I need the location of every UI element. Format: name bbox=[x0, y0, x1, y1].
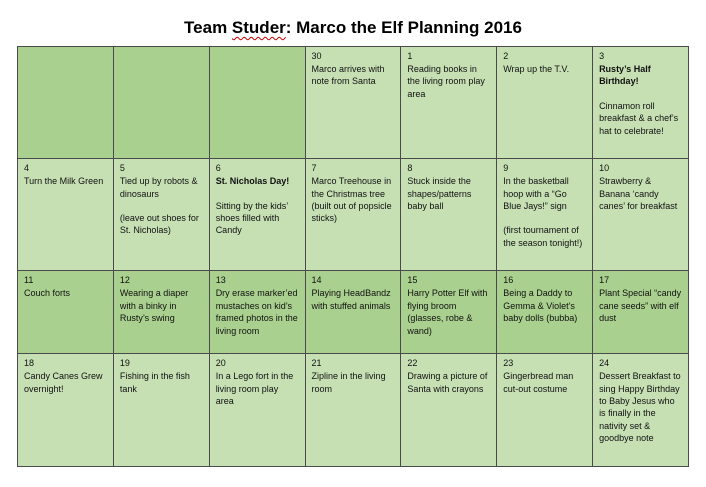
calendar-day-cell bbox=[497, 271, 593, 354]
calendar-week-row bbox=[18, 47, 689, 159]
calendar-day-cell bbox=[209, 354, 305, 467]
calendar-grid bbox=[17, 46, 689, 467]
event-text: Reading books in the living room play area bbox=[407, 64, 485, 99]
calendar-day-cell bbox=[209, 47, 305, 159]
calendar-day-cell bbox=[18, 47, 114, 159]
calendar-day-cell bbox=[593, 159, 689, 271]
day-number: 19 bbox=[119, 358, 130, 369]
calendar-day-cell bbox=[305, 354, 401, 467]
calendar-day-cell bbox=[401, 271, 497, 354]
day-number: 7 bbox=[311, 163, 317, 174]
day-number: 10 bbox=[599, 163, 610, 174]
calendar-day-cell bbox=[593, 47, 689, 159]
day-number: 1 bbox=[407, 51, 413, 61]
day-number: 9 bbox=[503, 163, 509, 174]
day-number: 12 bbox=[119, 275, 130, 286]
calendar-day-cell bbox=[18, 354, 114, 467]
event-text: Fishing in the fish tank bbox=[119, 371, 190, 394]
calendar-body bbox=[18, 47, 689, 467]
title-studer: Studer bbox=[231, 18, 286, 37]
line-gap bbox=[503, 212, 586, 224]
event-text: In the basketball hoop with a “Go Blue Jays!” sign bbox=[503, 176, 569, 212]
event-text: Gingerbread man cut-out costume bbox=[503, 371, 574, 394]
day-number: 23 bbox=[503, 358, 514, 369]
event-heading: St. Nicholas Day! bbox=[215, 176, 290, 187]
calendar-day-cell bbox=[18, 159, 114, 271]
event-text: Stuck inside the shapes/patterns baby ball bbox=[407, 176, 472, 212]
day-number bbox=[216, 50, 299, 63]
calendar-day-cell bbox=[113, 271, 209, 354]
calendar-day-cell bbox=[401, 354, 497, 467]
event-text: Playing HeadBandz with stuffed animals bbox=[311, 288, 391, 311]
day-number: 22 bbox=[407, 358, 418, 369]
calendar-day-cell bbox=[305, 47, 401, 159]
event-text: Dry erase marker’ed mustaches on kid’s framed photos in the living room bbox=[215, 288, 298, 336]
calendar-day-cell bbox=[593, 271, 689, 354]
calendar-day-cell bbox=[401, 159, 497, 271]
event-text: In a Lego fort in the living room play area bbox=[215, 371, 294, 407]
line-gap bbox=[599, 88, 682, 100]
event-text: Drawing a picture of Santa with crayons bbox=[407, 371, 488, 394]
day-number: 20 bbox=[215, 358, 226, 369]
event-text: Dessert Breakfast to sing Happy Birthday to Baby Jesus who is finally in the nativity set & goodbye note bbox=[599, 371, 681, 444]
day-number: 11 bbox=[24, 275, 34, 286]
event-text: Zipline in the living room bbox=[311, 371, 386, 394]
calendar-day-cell bbox=[113, 354, 209, 467]
event-text: Strawberry & Banana ‘candy canes’ for breakfast bbox=[599, 176, 678, 212]
day-number: 17 bbox=[599, 275, 610, 286]
day-number bbox=[120, 50, 203, 63]
event-text: Marco arrives with note from Santa bbox=[311, 64, 385, 87]
calendar-day-cell bbox=[497, 354, 593, 467]
event-text: Marco Treehouse in the Christmas tree (built out of popsicle sticks) bbox=[311, 176, 392, 224]
calendar-day-cell bbox=[497, 159, 593, 271]
day-number: 4 bbox=[24, 163, 30, 174]
event-text: (leave out shoes for St. Nicholas) bbox=[119, 213, 199, 236]
event-text: Tied up by robots & dinosaurs bbox=[119, 176, 198, 199]
line-gap bbox=[216, 188, 299, 200]
event-text: Plant Special “candy cane seeds” with elf dust bbox=[599, 288, 682, 324]
day-number bbox=[24, 50, 107, 63]
calendar-week-row bbox=[18, 271, 689, 354]
day-number: 13 bbox=[215, 275, 226, 286]
event-text: Couch forts bbox=[24, 288, 71, 299]
event-text: Wearing a diaper with a binky in Rusty’s swing bbox=[119, 288, 189, 324]
day-number: 5 bbox=[119, 163, 125, 174]
page-title bbox=[0, 18, 706, 38]
calendar-day-cell bbox=[113, 47, 209, 159]
calendar-day-cell bbox=[401, 47, 497, 159]
calendar-day-cell bbox=[305, 159, 401, 271]
calendar-day-cell bbox=[18, 271, 114, 354]
day-number: 8 bbox=[407, 163, 413, 174]
event-text: Harry Potter Elf with flying broom (glasses, robe & wand) bbox=[407, 288, 488, 336]
day-number: 6 bbox=[215, 163, 221, 174]
event-text: Being a Daddy to Gemma & Violet’s baby dolls (bubba) bbox=[503, 288, 578, 324]
event-text: Sitting by the kids’ shoes filled with Candy bbox=[215, 200, 288, 236]
event-heading: Rusty’s Half Birthday! bbox=[599, 64, 651, 87]
event-text: Candy Canes Grew overnight! bbox=[24, 371, 103, 394]
event-text: Wrap up the T.V. bbox=[503, 64, 570, 74]
event-text: Turn the Milk Green bbox=[24, 176, 104, 187]
day-number: 24 bbox=[599, 358, 610, 369]
day-number: 2 bbox=[503, 51, 509, 61]
day-number: 21 bbox=[311, 358, 322, 369]
calendar-day-cell bbox=[497, 47, 593, 159]
calendar-day-cell bbox=[209, 159, 305, 271]
title-prefix: Team bbox=[184, 18, 232, 37]
calendar-week-row bbox=[18, 159, 689, 271]
day-number: 14 bbox=[311, 275, 322, 286]
day-number: 30 bbox=[311, 51, 322, 61]
calendar-day-cell bbox=[113, 159, 209, 271]
day-number: 16 bbox=[503, 275, 514, 286]
event-text: Cinnamon roll breakfast & a chef’s hat to celebrate! bbox=[599, 100, 679, 136]
calendar-day-cell bbox=[209, 271, 305, 354]
calendar-week-row bbox=[18, 354, 689, 467]
calendar-day-cell bbox=[305, 271, 401, 354]
line-gap bbox=[120, 200, 203, 212]
day-number: 3 bbox=[599, 51, 605, 61]
day-number: 15 bbox=[407, 275, 418, 286]
title-rest: : Marco the Elf Planning 2016 bbox=[285, 18, 522, 37]
day-number: 18 bbox=[24, 358, 35, 369]
event-text: (first tournament of the season tonight!) bbox=[503, 225, 583, 248]
calendar-day-cell bbox=[593, 354, 689, 467]
